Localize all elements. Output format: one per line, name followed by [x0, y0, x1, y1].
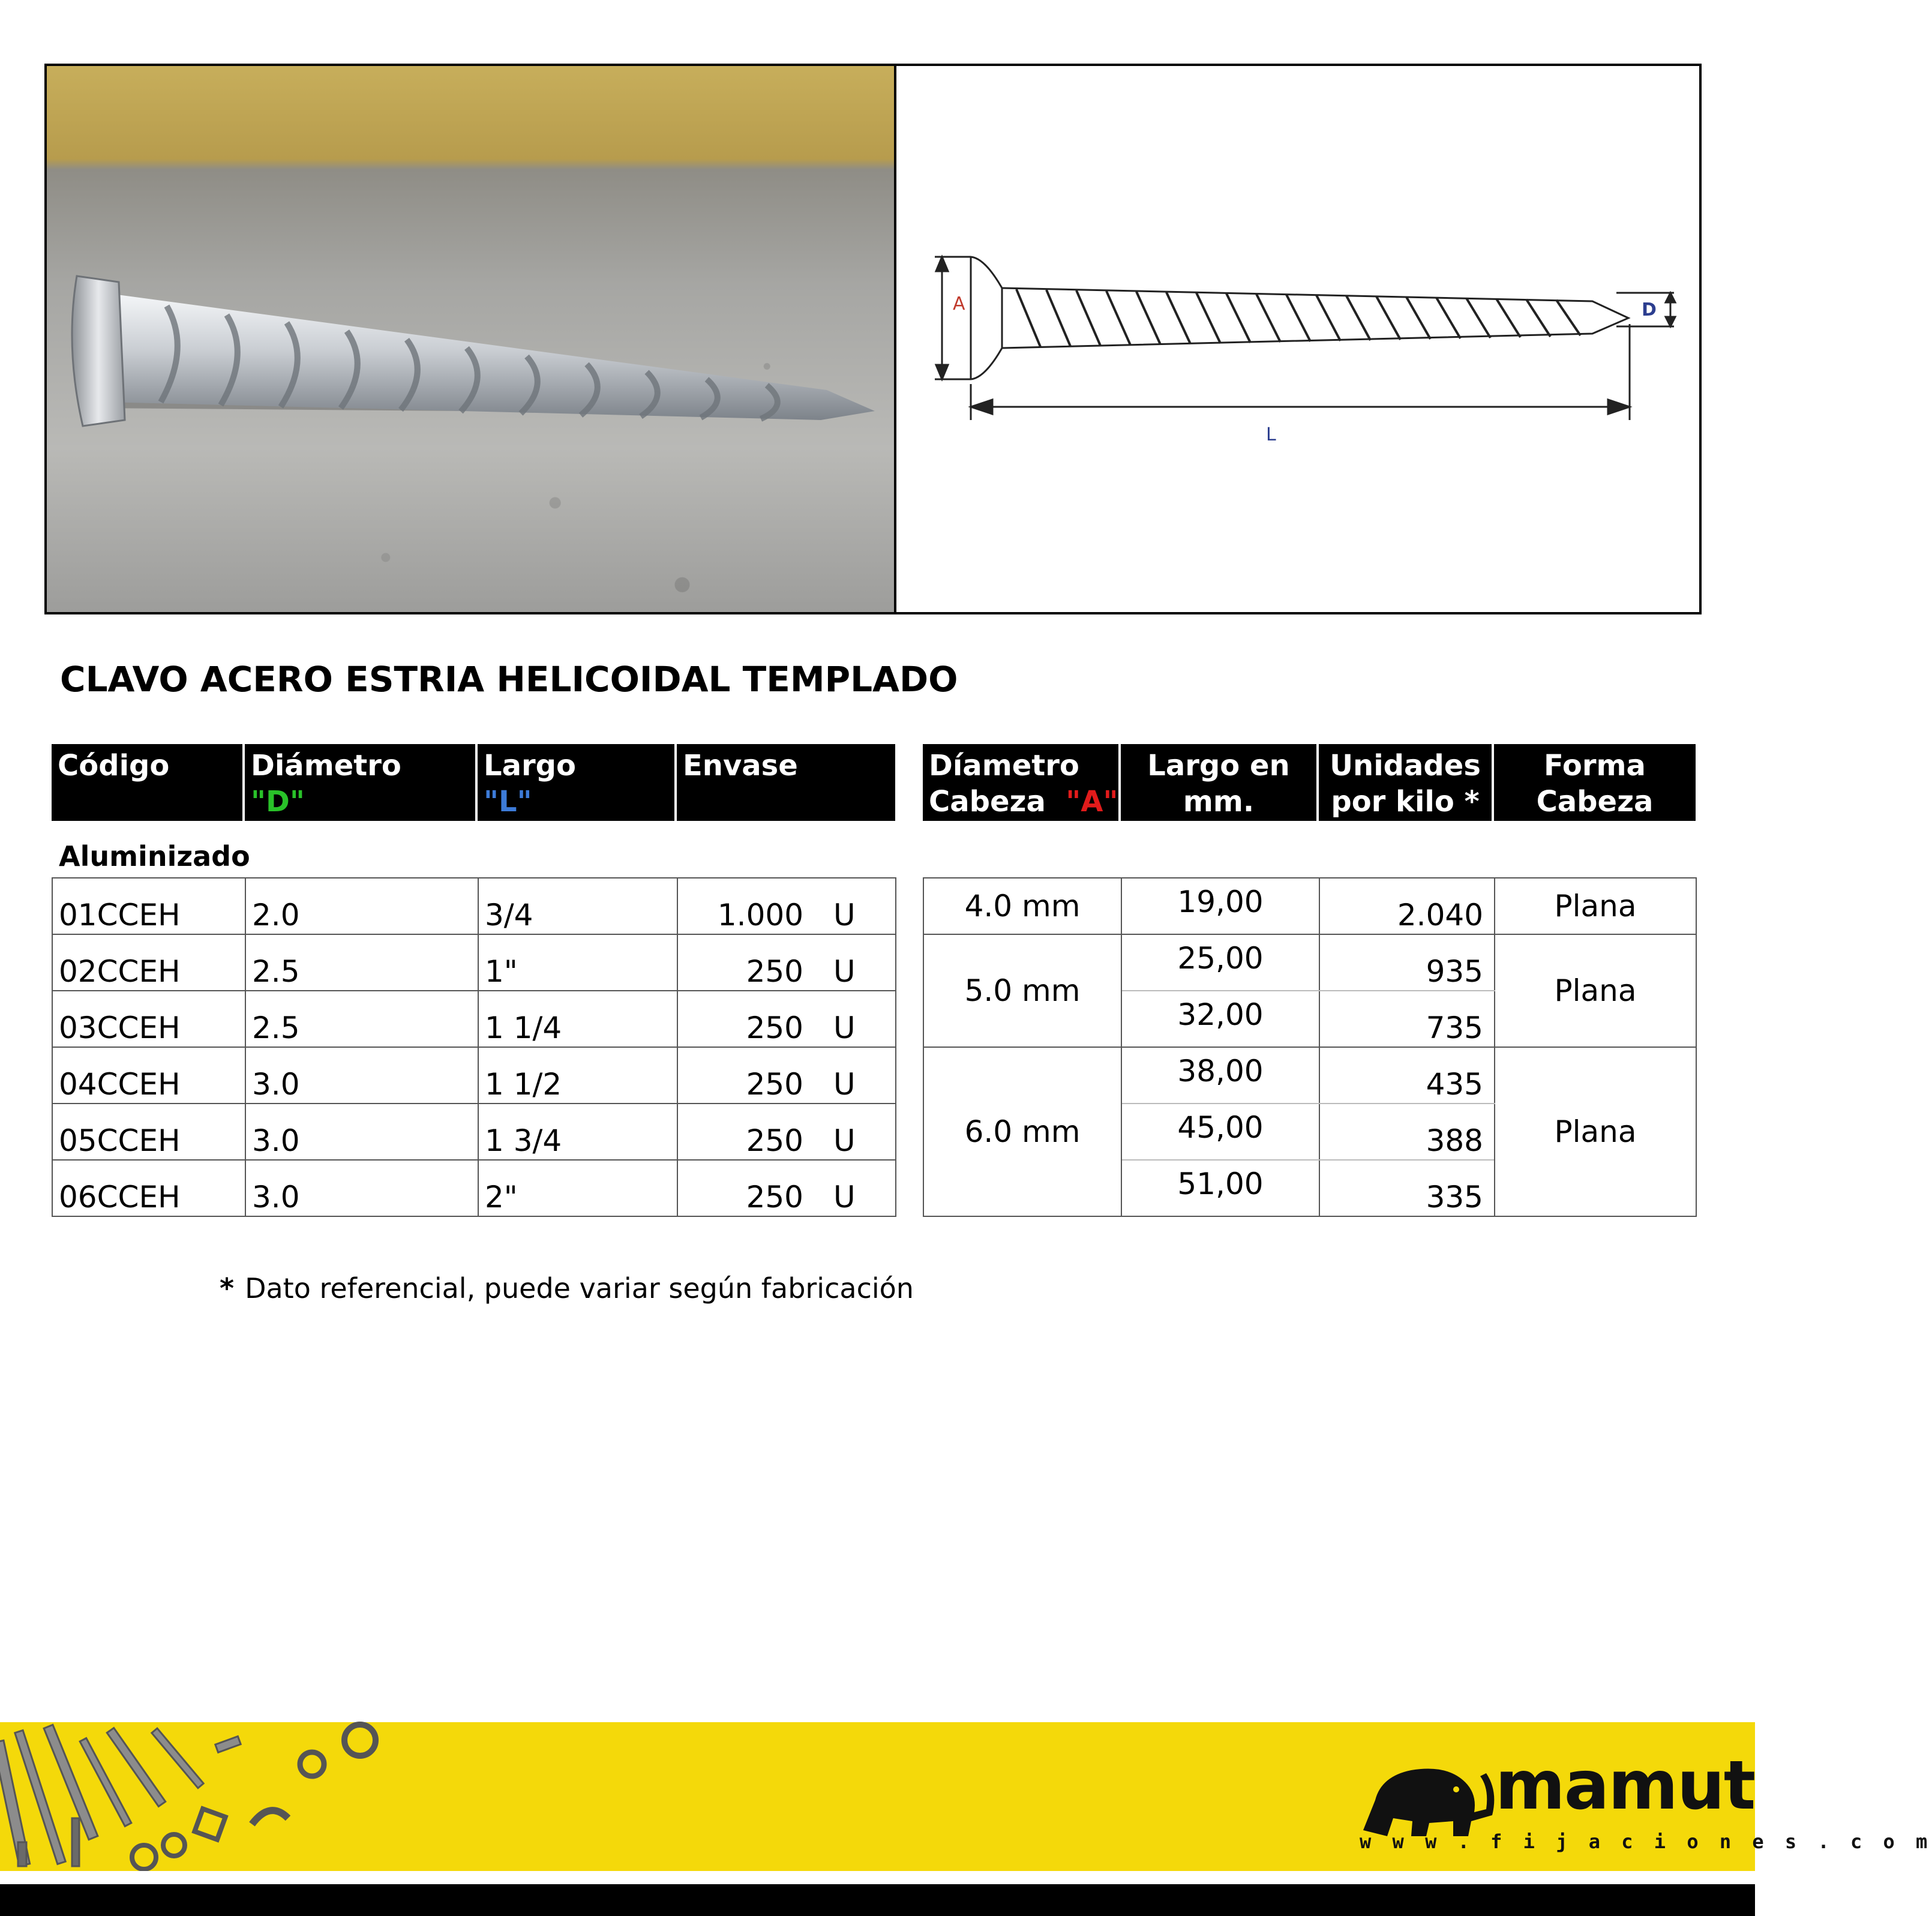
- product-code-table: [52, 877, 896, 1217]
- unidades-cell: 935: [1319, 934, 1495, 991]
- forma-cabeza-cell: Plana: [1495, 878, 1696, 934]
- largo-mm-cell: 51,00: [1121, 1160, 1319, 1216]
- header-diametro: Diámetro "D": [245, 744, 475, 821]
- codigo-cell: 03CCEH: [52, 991, 245, 1047]
- codigo-cell: 02CCEH: [52, 934, 245, 991]
- envase-cell: 250: [677, 991, 827, 1047]
- brand-url: w w w . f i j a c i o n e s . c o m: [1360, 1830, 1932, 1853]
- unidad-cell: U: [827, 1104, 896, 1160]
- codigo-cell: 06CCEH: [52, 1160, 245, 1216]
- table-row: [52, 991, 896, 1047]
- header-forma-cabeza: Forma Cabeza: [1494, 744, 1696, 821]
- largo-l-tag: "L": [484, 785, 532, 818]
- diametro-cell: 2.0: [245, 878, 478, 934]
- dimension-label-d: D: [1642, 299, 1657, 320]
- largo-cell: 2": [478, 1160, 677, 1216]
- header-largo: Largo "L": [478, 744, 674, 821]
- table-row: [52, 934, 896, 991]
- unidad-cell: U: [827, 1160, 896, 1216]
- largo-mm-cell: 32,00: [1121, 991, 1319, 1047]
- header-codigo: Código: [52, 744, 242, 821]
- diametro-cell: 3.0: [245, 1104, 478, 1160]
- nail-photo-illustration: [47, 66, 894, 612]
- header-largo-mm: Largo en mm.: [1121, 744, 1316, 821]
- dimension-label-l: L: [1266, 424, 1276, 445]
- cabeza-a-tag: "A": [1066, 785, 1118, 818]
- unidades-cell: 435: [1319, 1047, 1495, 1104]
- table-row: [923, 934, 1696, 991]
- diametro-cabeza-cell: 6.0 mm: [923, 1047, 1121, 1216]
- table-row: [923, 1047, 1696, 1104]
- envase-cell: 1.000: [677, 878, 827, 934]
- codigo-cell: 05CCEH: [52, 1104, 245, 1160]
- largo-cell: 3/4: [478, 878, 677, 934]
- envase-cell: 250: [677, 1047, 827, 1104]
- diametro-cell: 3.0: [245, 1047, 478, 1104]
- unidades-cell: 388: [1319, 1104, 1495, 1160]
- largo-cell: 1": [478, 934, 677, 991]
- table-row: [923, 878, 1696, 934]
- largo-cell: 1 1/4: [478, 991, 677, 1047]
- unidades-cell: 735: [1319, 991, 1495, 1047]
- largo-mm-cell: 25,00: [1121, 934, 1319, 991]
- forma-cabeza-cell: Plana: [1495, 1047, 1696, 1216]
- unidad-cell: U: [827, 878, 896, 934]
- diametro-cell: 2.5: [245, 991, 478, 1047]
- diametro-d-tag: "D": [251, 785, 305, 818]
- envase-cell: 250: [677, 1104, 827, 1160]
- codigo-cell: 04CCEH: [52, 1047, 245, 1104]
- left-table-header: [52, 744, 895, 821]
- hardware-parts-decoration: [0, 1722, 456, 1871]
- product-photo: [47, 66, 896, 612]
- brand-name: mamut: [1495, 1747, 1755, 1825]
- table-row: [52, 1047, 896, 1104]
- envase-cell: 250: [677, 934, 827, 991]
- nail-dimension-diagram: [896, 66, 1699, 612]
- codigo-cell: 01CCEH: [52, 878, 245, 934]
- right-table-header: [923, 744, 1696, 821]
- envase-cell: 250: [677, 1160, 827, 1216]
- table-row: [52, 878, 896, 934]
- mamut-logo: [1357, 1740, 1932, 1860]
- dimensions-table: [923, 877, 1697, 1217]
- largo-cell: 1 3/4: [478, 1104, 677, 1160]
- mammoth-icon: [1357, 1752, 1495, 1842]
- footnote: [220, 1272, 914, 1305]
- footnote-text: Dato referencial, puede variar según fabricación: [245, 1272, 914, 1305]
- technical-drawing: [896, 66, 1699, 612]
- largo-mm-cell: 45,00: [1121, 1104, 1319, 1160]
- diametro-cell: 2.5: [245, 934, 478, 991]
- diametro-cabeza-cell: 4.0 mm: [923, 878, 1121, 934]
- largo-mm-cell: 19,00: [1121, 878, 1319, 934]
- unidad-cell: U: [827, 934, 896, 991]
- header-unidades-kilo: Unidades por kilo *: [1319, 744, 1492, 821]
- largo-mm-cell: 38,00: [1121, 1047, 1319, 1104]
- section-label-aluminizado: Aluminizado: [59, 840, 250, 872]
- footnote-star: *: [220, 1272, 235, 1305]
- product-image-frame: [44, 64, 1702, 614]
- forma-cabeza-cell: Plana: [1495, 934, 1696, 1047]
- header-diametro-cabeza: Díametro Cabeza "A": [923, 744, 1118, 821]
- diametro-cell: 3.0: [245, 1160, 478, 1216]
- dimension-label-a: A: [953, 293, 965, 314]
- diametro-cabeza-cell: 5.0 mm: [923, 934, 1121, 1047]
- product-title: CLAVO ACERO ESTRIA HELICOIDAL TEMPLADO: [60, 659, 958, 700]
- header-envase: Envase: [677, 744, 895, 821]
- unidades-cell: 335: [1319, 1160, 1495, 1216]
- table-row: [52, 1160, 896, 1216]
- largo-cell: 1 1/2: [478, 1047, 677, 1104]
- unidades-cell: 2.040: [1319, 878, 1495, 934]
- unidad-cell: U: [827, 1047, 896, 1104]
- table-row: [52, 1104, 896, 1160]
- unidad-cell: U: [827, 991, 896, 1047]
